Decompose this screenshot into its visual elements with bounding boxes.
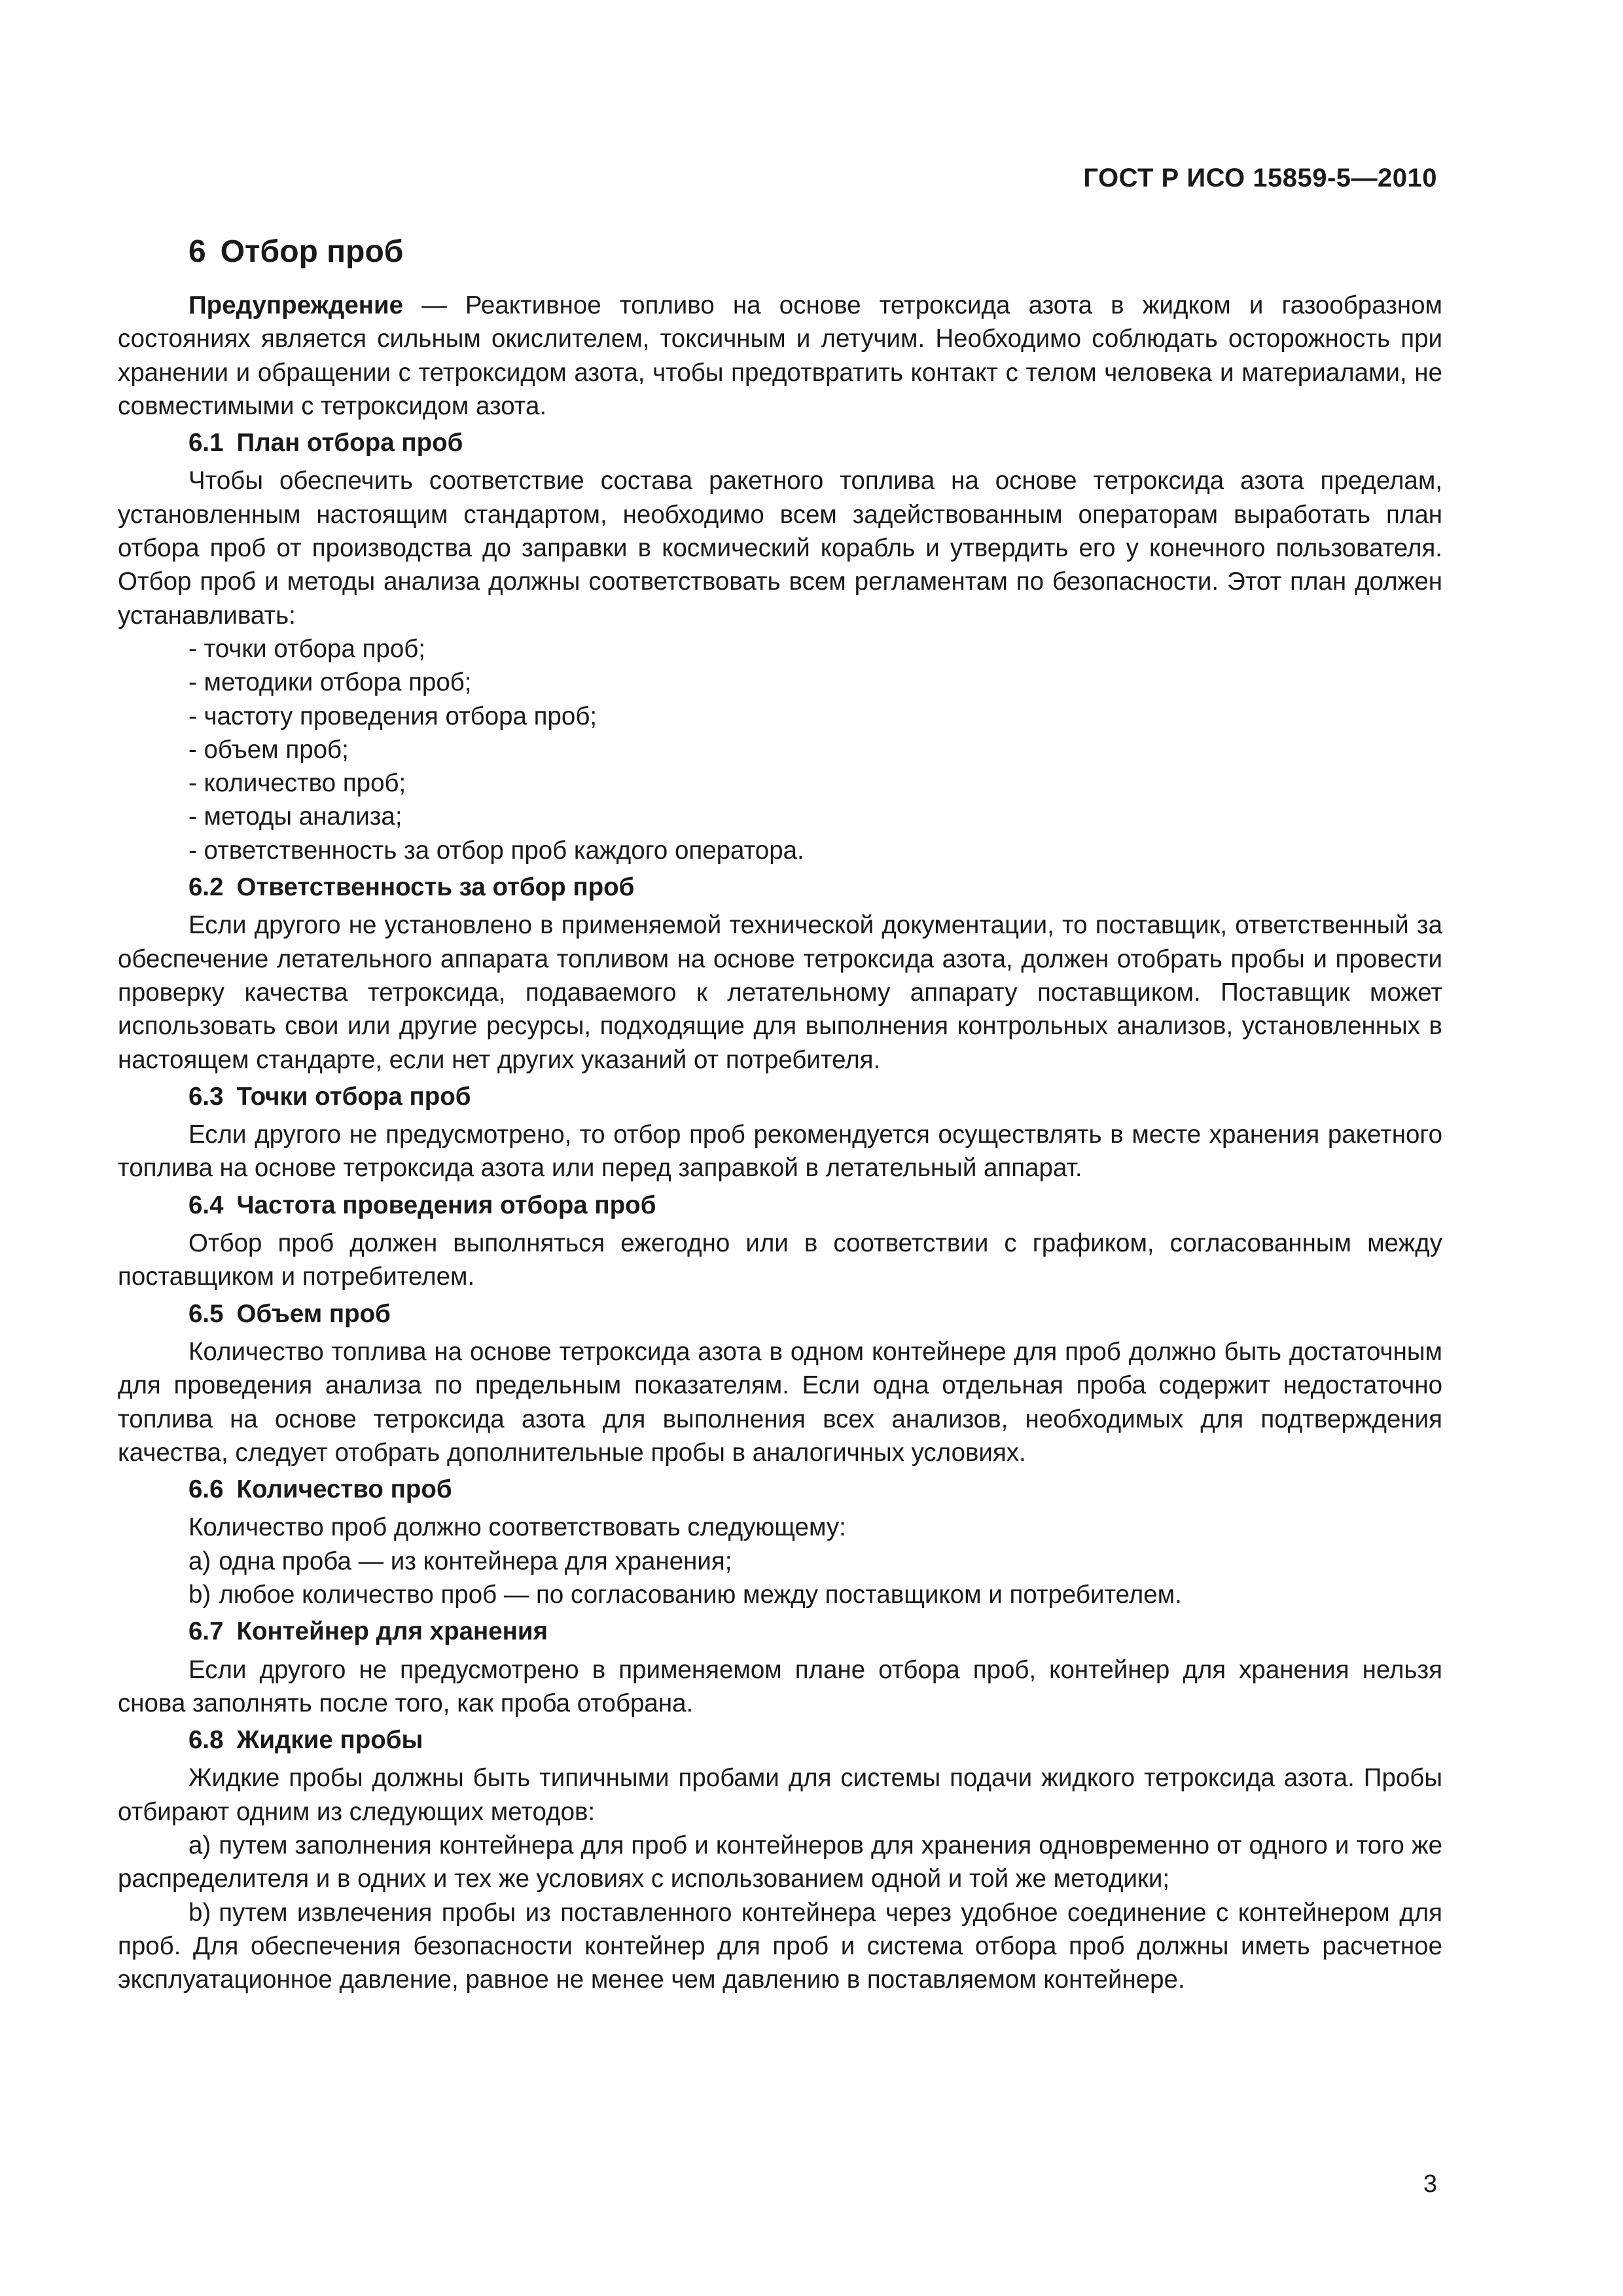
item-text: одна проба — из контейнера для хранения; [219, 1547, 732, 1575]
subsection-title-text: Контейнер для хранения [236, 1617, 548, 1646]
paragraph-6-8: Жидкие пробы должны быть типичными пробами для системы подачи жидкого тетроксида азота. Пробы отбирают одним из следующих методов: [118, 1764, 1442, 1826]
subsection-title-6-3 [118, 1080, 1442, 1113]
paragraph-6-7: Если другого не предусмотрено в применяемом плане отбора проб, контейнер для хранения нельзя снова заполнять после того, как проба отобрана. [118, 1655, 1442, 1717]
paragraph-6-1: Чтобы обеспечить соответствие состава ракетного топлива на основе тетроксида азота пределам, установленным настоящим стандартом, необходимо всем задействованным операторам выработать план отбора проб от производства до заправки в космический корабль и утвердить его у конечного пользователя. Отбор проб и методы анализа должны соответствовать всем регламентам по безопасности. Этот план должен устанавливать: [118, 467, 1442, 630]
subsection-number: 6.2 [188, 873, 224, 902]
paragraph-6-6: Количество проб должно соответствовать следующему: [188, 1513, 846, 1542]
paragraph-6-2: Если другого не установлено в применяемой технической документации, то поставщик, ответственный за обеспечение летательного аппарата топливом на основе тетроксида азота, должен отобрать пробы и провести проверку качества тетроксида, подаваемого к летательному аппарату поставщиком. Поставщик может использовать свои или другие ресурсы, подходящие для выполнения контрольных анализов, установленных в настоящем стандарте, если нет других указаний от потребителя. [118, 911, 1442, 1074]
document-code-header: ГОСТ Р ИСО 15859-5—2010 [1083, 164, 1437, 192]
item-marker: а) [188, 1547, 211, 1575]
subsection-title-text: Количество проб [236, 1475, 452, 1504]
subsection-number: 6.8 [188, 1726, 224, 1755]
subsection-title-6-6 [118, 1473, 1442, 1506]
section-number: 6 [188, 234, 206, 269]
list-item: - объем проб; [188, 735, 349, 764]
subsection-title-text: План отбора проб [236, 429, 463, 457]
page-number: 3 [1423, 2170, 1437, 2198]
subsection-title-6-8 [118, 1723, 1442, 1757]
enumerated-item [118, 1829, 1442, 1896]
subsection-title-6-2 [118, 870, 1442, 904]
subsection-title-6-4 [118, 1189, 1442, 1222]
page-content [118, 232, 1442, 1997]
list-item: - методы анализа; [188, 802, 402, 831]
paragraph-6-5: Количество топлива на основе тетроксида азота в одном контейнере для проб должно быть достаточным для проведения анализа по предельным показателям. Если одна отдельная проба содержит недостаточно топлива на основе тетроксида азота для выполнения всех анализов, необходимых для подтверждения качества, следует отобрать дополнительные пробы в аналогичных условиях. [118, 1337, 1442, 1467]
subsection-number: 6.4 [188, 1191, 224, 1219]
item-marker: b) [188, 1898, 211, 1927]
subsection-number: 6.3 [188, 1082, 224, 1111]
list-item: - точки отбора проб; [188, 634, 425, 663]
list-item: - частоту проведения отбора проб; [188, 702, 597, 730]
subsection-title-text: Точки отбора проб [236, 1082, 471, 1111]
subsection-title-6-7 [118, 1615, 1442, 1648]
subsection-title-text: Ответственность за отбор проб [236, 873, 635, 902]
item-text: путем заполнения контейнера для проб и контейнеров для хранения одновременно от одного и того же распределителя и в одних и тех же условиях с использованием одной и той же методики; [118, 1831, 1442, 1893]
subsection-number: 6.6 [188, 1475, 224, 1504]
section-title [118, 232, 1442, 272]
subsection-title-text: Жидкие пробы [236, 1726, 423, 1755]
item-marker: b) [188, 1580, 211, 1609]
paragraph-6-3: Если другого не предусмотрено, то отбор проб рекомендуется осуществлять в месте хранения ракетного топлива на основе тетроксида азота или перед заправкой в летательный аппарат. [118, 1121, 1442, 1183]
section-title-text: Отбор проб [220, 234, 404, 269]
warning-lead: Предупреждение [188, 291, 404, 319]
enumerated-item [118, 1545, 1442, 1578]
subsection-title-text: Объем проб [236, 1299, 391, 1328]
subsection-title-text: Частота проведения отбора проб [236, 1191, 656, 1219]
item-text: любое количество проб — по согласованию между поставщиком и потребителем. [219, 1580, 1182, 1609]
list-item: - методики отбора проб; [188, 668, 472, 697]
item-text: путем извлечения пробы из поставленного контейнера через удобное соединение с контейнером для проб. Для обеспечения безопасности контейнер для проб и система отбора проб должны иметь расчетное эксплуатационное давление, равное не менее чем давлению в поставляемом контейнере. [118, 1898, 1442, 1994]
list-item: - ответственность за отбор проб каждого оператора. [188, 836, 804, 865]
subsection-number: 6.5 [188, 1299, 224, 1328]
enumerated-item [118, 1578, 1442, 1611]
subsection-number: 6.7 [188, 1617, 224, 1646]
subsection-title-6-1 [118, 426, 1442, 459]
warning-paragraph [118, 289, 1442, 423]
paragraph-6-4: Отбор проб должен выполняться ежегодно или в соответствии с графиком, согласованным между поставщиком и потребителем. [118, 1229, 1442, 1291]
subsection-title-6-5 [118, 1297, 1442, 1331]
subsection-number: 6.1 [188, 429, 224, 457]
warning-text: — Реактивное топливо на основе тетроксида азота в жидком и газообразном состояниях является сильным окислителем, токсичным и летучим. Необходимо соблюдать осторожность при хранении и обращении с тетроксидом азота, чтобы предотвратить контакт с телом человека и материалами, не совместимыми с тетроксидом азота. [118, 291, 1442, 420]
item-marker: а) [188, 1831, 211, 1860]
list-item: - количество проб; [188, 769, 406, 798]
enumerated-item [118, 1896, 1442, 1997]
